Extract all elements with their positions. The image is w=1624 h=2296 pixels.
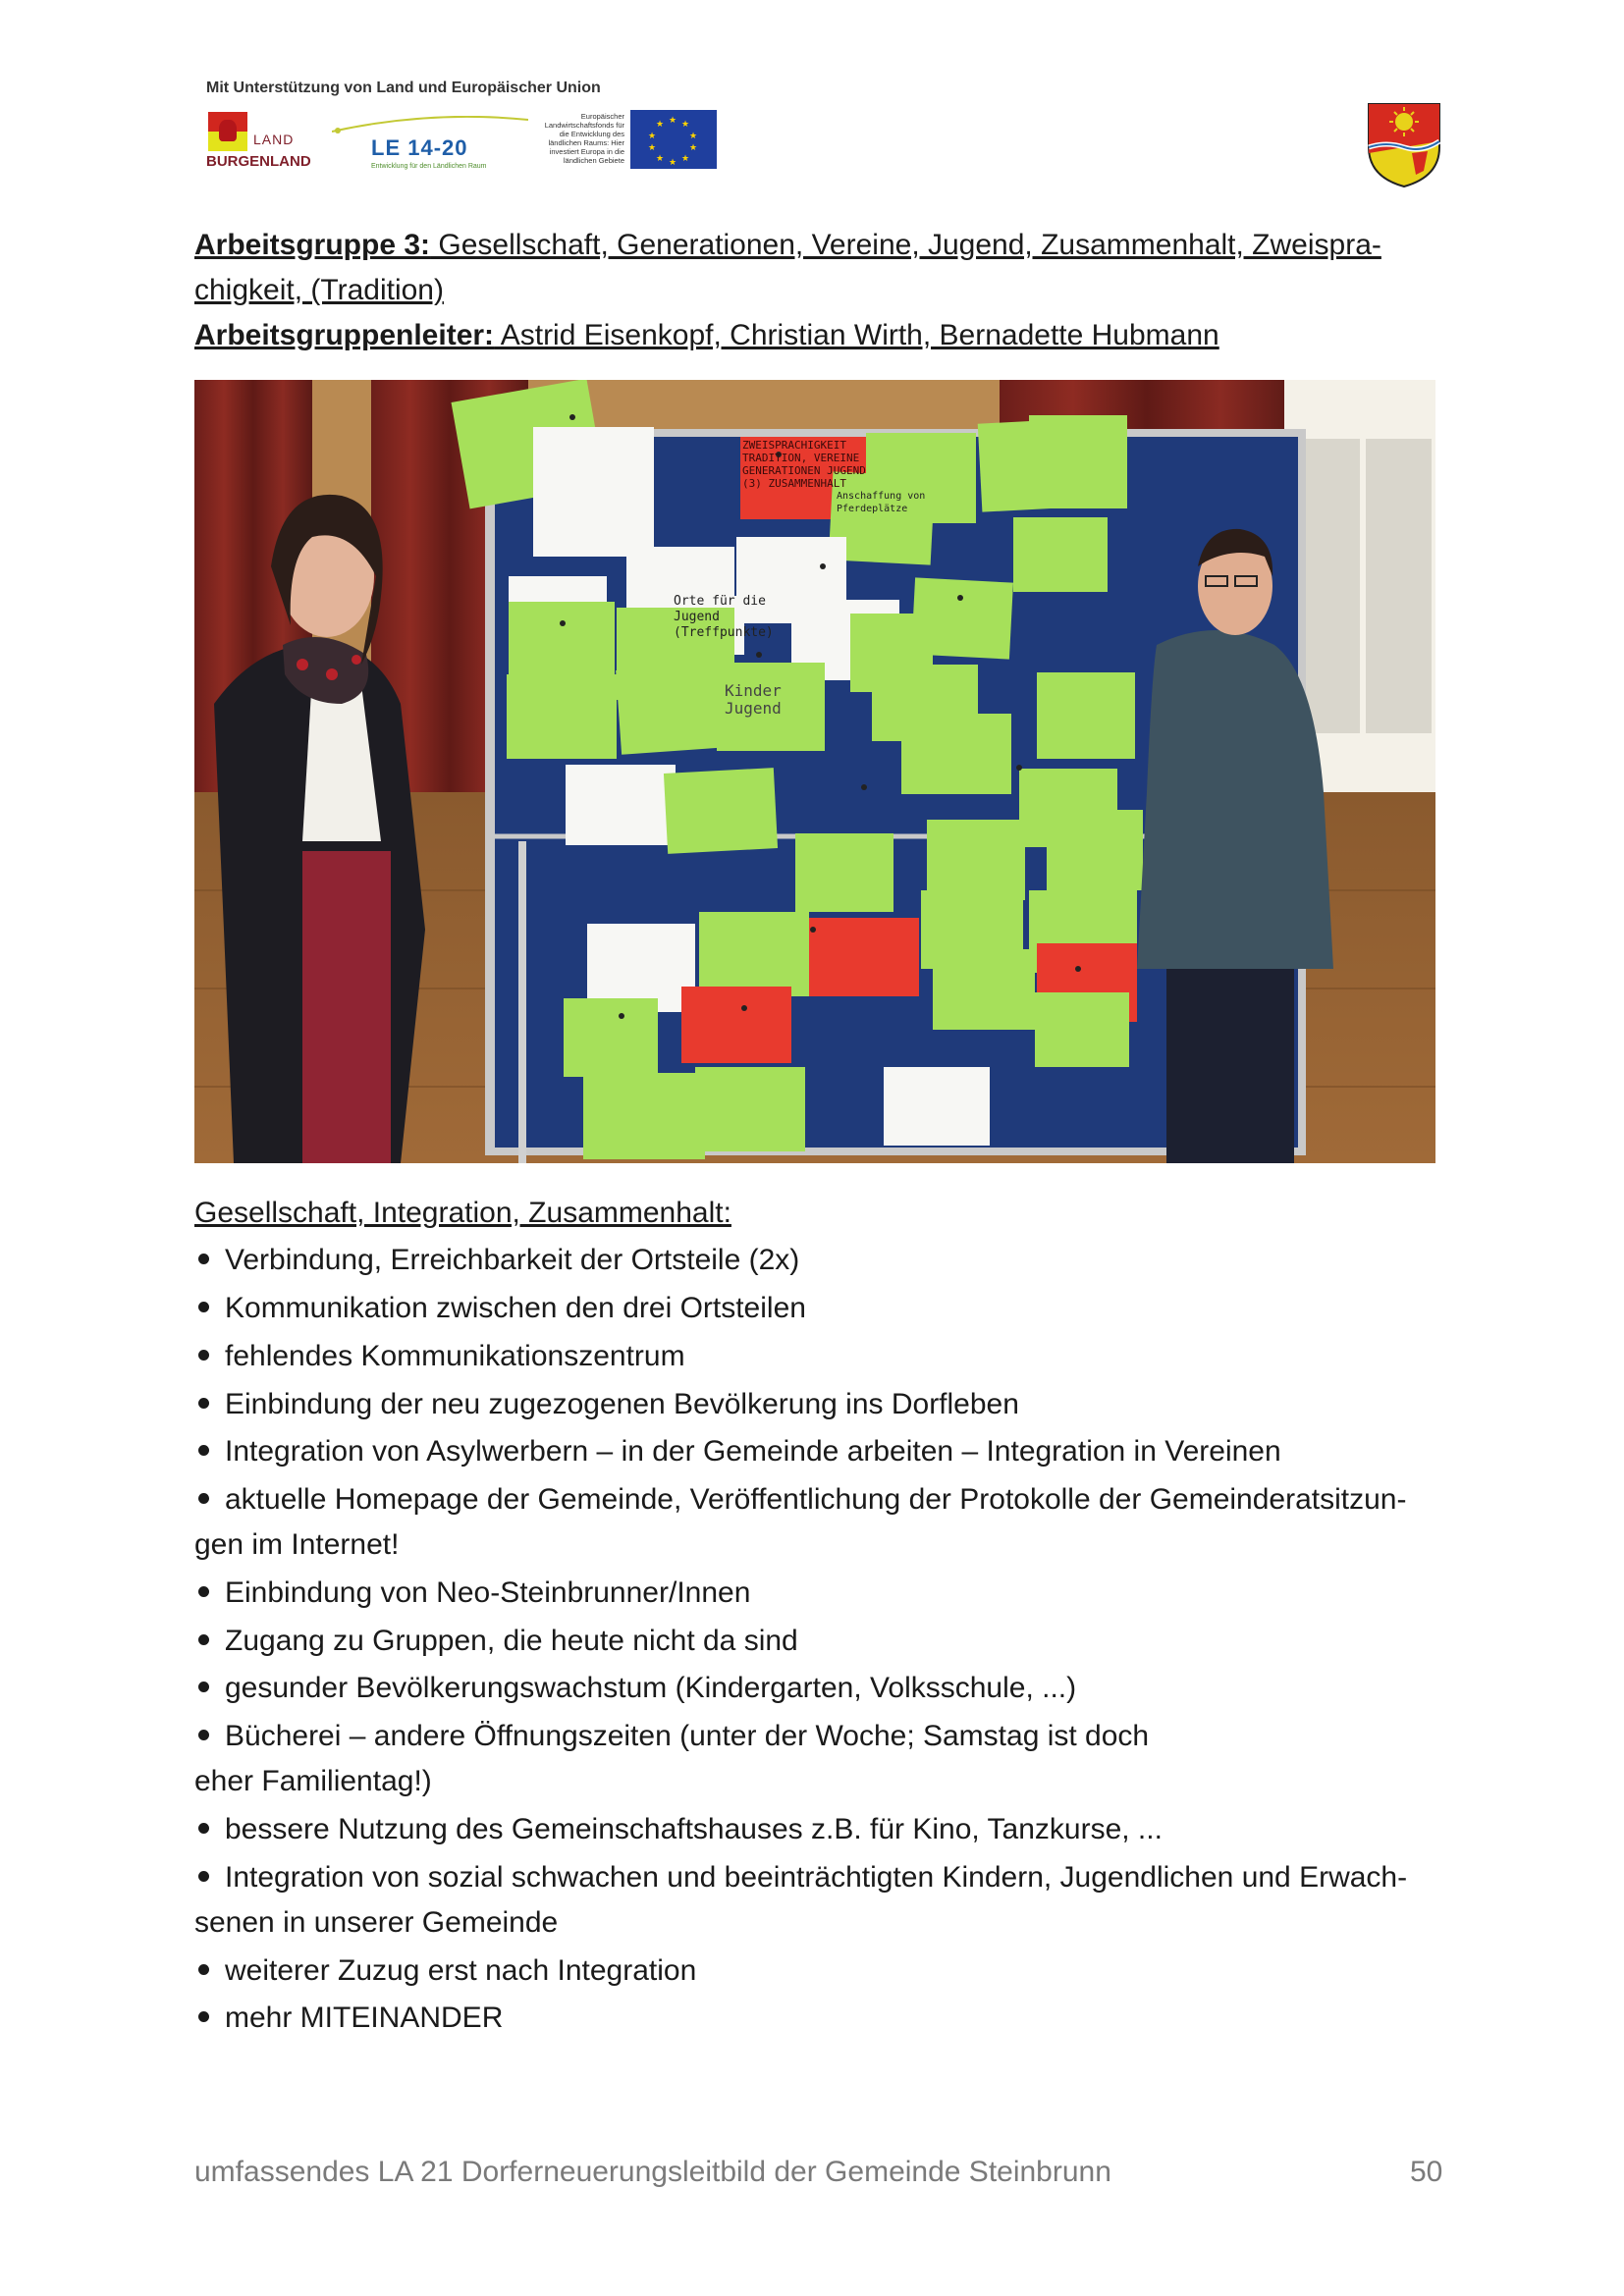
- bullet-icon: [198, 1445, 209, 1456]
- bullet-icon: [198, 1586, 209, 1597]
- bullet-icon: [198, 1823, 209, 1834]
- list-item-text: Einbindung von Neo-Steinbrunner/Innen: [225, 1576, 751, 1609]
- list-item: [194, 1812, 1163, 1847]
- list-item-text: bessere Nutzung des Gemeinschaftshauses z.B. für Kino, Tanzkurse, ...: [225, 1813, 1163, 1845]
- list-item-text: Zugang zu Gruppen, die heute nicht da sind: [225, 1625, 798, 1657]
- note-green-b: Kinder Jugend: [725, 681, 782, 718]
- list-item: [194, 1860, 1407, 1896]
- bullet-icon: [198, 1398, 209, 1409]
- bullet-icon: [198, 1730, 209, 1740]
- list-item-text: fehlendes Kommunikationszentrum: [225, 1340, 685, 1372]
- bullet-icon: [198, 1493, 209, 1504]
- list-item-text: weiterer Zuzug erst nach Integration: [225, 1954, 697, 1987]
- eu-fund-text: Europäischer Landwirtschaftsfonds für die Entwicklung des ländlichen Raums: Hier investiert Europa in die ländlichen Gebiete: [544, 112, 624, 165]
- bullet-icon: [198, 1871, 209, 1882]
- list-item-text: gesunder Bevölkerungswachstum (Kindergarten, Volksschule, ...): [225, 1672, 1077, 1704]
- list-item-continuation: gen im Internet!: [194, 1528, 400, 1561]
- list-item-text: mehr MITEINANDER: [225, 2002, 504, 2034]
- bullet-icon: [198, 1350, 209, 1361]
- note-green-a: Anschaffung von Pferdeplätze: [837, 491, 926, 514]
- bullet-icon: [198, 1302, 209, 1312]
- footer-text: umfassendes LA 21 Dorferneuerungsleitbild der Gemeinde Steinbrunn: [194, 2156, 1111, 2188]
- list-item-text: Bücherei – andere Öffnungszeiten (unter der Woche; Samstag ist doch: [225, 1720, 1150, 1752]
- bullet-icon: [198, 1964, 209, 1975]
- steinbrunn-crest-icon: [1367, 102, 1441, 188]
- workgroup-label: Arbeitsgruppe 3:: [194, 229, 431, 261]
- list-item: [194, 1434, 1281, 1469]
- list-item: [194, 1953, 696, 1989]
- list-item: [194, 1575, 750, 1611]
- burgenland-logo: [206, 108, 324, 177]
- workgroup-topics: Gesellschaft, Generationen, Vereine, Jugend, Zusammenhalt, Zweispra-: [430, 229, 1381, 261]
- list-item-continuation: eher Familientag!): [194, 1765, 432, 1797]
- sponsor-logos: [206, 108, 717, 177]
- workshop-photo: [194, 380, 1435, 1163]
- list-item: [194, 1719, 1149, 1754]
- bullet-icon: [198, 1254, 209, 1264]
- list-item: [194, 1291, 806, 1326]
- leaders-label: Arbeitsgruppenleiter:: [194, 319, 495, 351]
- list-item: [194, 2001, 503, 2036]
- leaders-heading: [194, 318, 1441, 353]
- list-item: [194, 1339, 685, 1374]
- le-swoosh-icon: [332, 116, 528, 135]
- leaders-names: Astrid Eisenkopf, Christian Wirth, Bernadette Hubmann: [494, 319, 1219, 351]
- workgroup-heading: [194, 228, 1441, 263]
- list-item-continuation: senen in unserer Gemeinde: [194, 1906, 559, 1939]
- list-item-text: Verbindung, Erreichbarkeit der Ortsteile (2x): [225, 1244, 800, 1276]
- note-center: Orte für die Jugend (Treffpunkte): [674, 594, 774, 640]
- note-red-top: ZWEISPRACHIGKEIT TRADITION, VEREINE GENERATIONEN JUGEND (3) ZUSAMMENHALT: [742, 439, 866, 490]
- workshop-photo-illustration: [194, 380, 1435, 1163]
- list-item-text: Kommunikation zwischen den drei Ortsteilen: [225, 1292, 806, 1324]
- le-logo-text: LE 14-20: [371, 135, 468, 160]
- section-heading: Gesellschaft, Integration, Zusammenhalt:: [194, 1197, 731, 1229]
- list-item: [194, 1243, 799, 1278]
- page-number: 50: [1410, 2156, 1443, 2188]
- list-item-text: Integration von sozial schwachen und beeinträchtigten Kindern, Jugendlichen und Erwach-: [225, 1861, 1408, 1894]
- le-14-20-logo: [332, 116, 528, 177]
- support-line: Mit Unterstützung von Land und Europäischer Union: [206, 80, 601, 96]
- list-item: [194, 1624, 798, 1659]
- list-item-text: Integration von Asylwerbern – in der Gemeinde arbeiten – Integration in Vereinen: [225, 1435, 1281, 1468]
- le-logo-sub: Entwicklung für den Ländlichen Raum: [371, 163, 487, 170]
- list-item-text: Einbindung der neu zugezogenen Bevölkerung ins Dorfleben: [225, 1388, 1019, 1420]
- list-item: [194, 1482, 1406, 1518]
- bullet-icon: [198, 1634, 209, 1645]
- list-item: [194, 1387, 1019, 1422]
- workgroup-topics-cont: chigkeit, (Tradition): [194, 274, 444, 306]
- logo-land-label: LAND: [253, 132, 295, 147]
- burgenland-flag-icon: [208, 112, 247, 151]
- eu-flag-icon: ★ ★ ★ ★ ★ ★ ★ ★ ★ ★: [630, 110, 717, 169]
- bullet-icon: [198, 1682, 209, 1692]
- logo-burgenland-label: BURGENLAND: [206, 153, 311, 170]
- bullet-icon: [198, 2011, 209, 2022]
- list-item-text: aktuelle Homepage der Gemeinde, Veröffentlichung der Protokolle der Gemeinderatsitzun-: [225, 1483, 1407, 1516]
- list-item: [194, 1671, 1076, 1706]
